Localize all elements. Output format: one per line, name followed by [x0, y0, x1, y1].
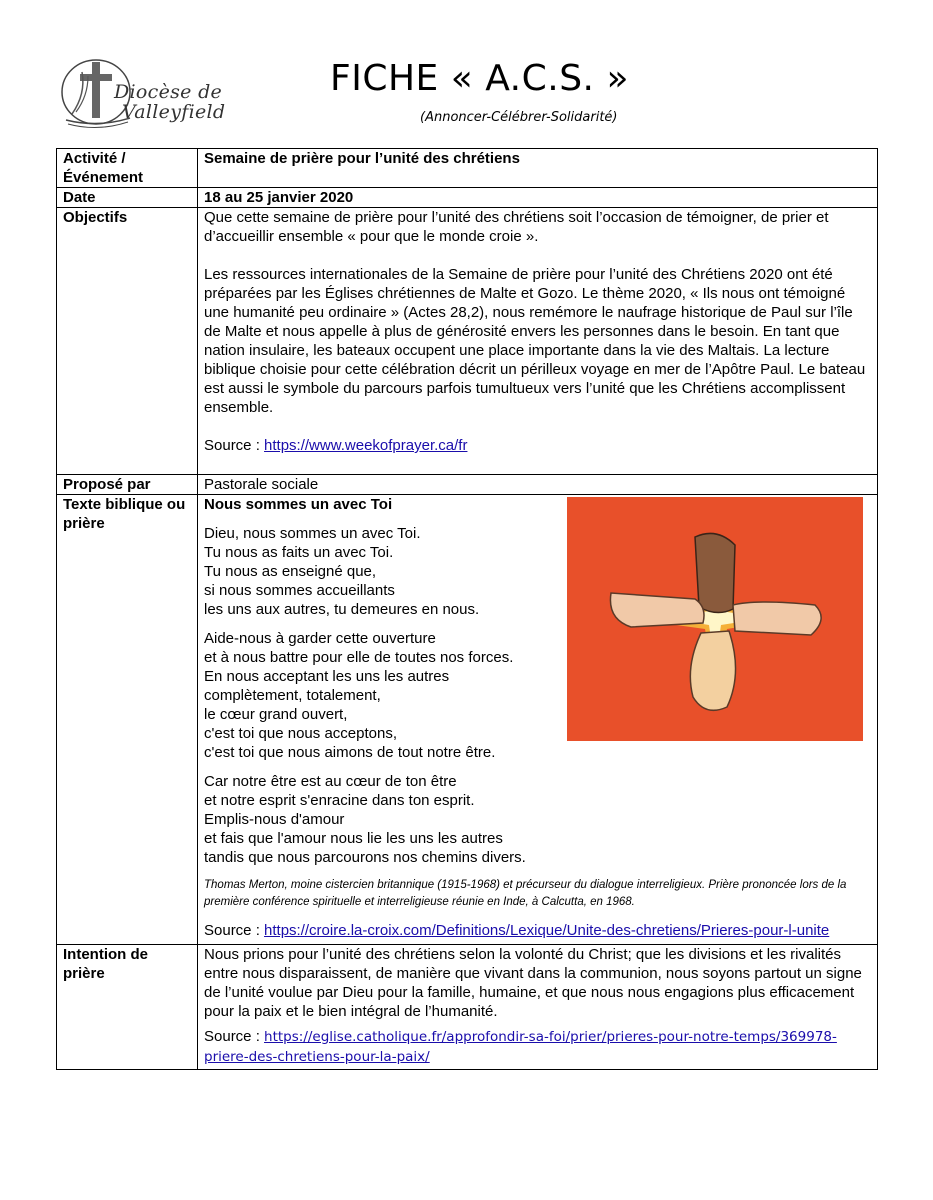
- prayer-heading: Nous sommes un avec Toi: [204, 496, 393, 513]
- prayer-line: Dieu, nous sommes un avec Toi.: [204, 525, 421, 542]
- row-intention: [57, 945, 878, 1070]
- logo-text: [114, 82, 225, 122]
- page-title: FICHE « A.C.S. »: [330, 58, 629, 99]
- objectives-paragraph-2: Les ressources internationales de la Semaine de prière pour l’unité des Chrétiens 2020 ont été préparées par les Églises chrétiennes de Malte et Gozo. Le thème 2020, « Ils nous ont témoigné une humanité peu ordinaire » (Actes 28,2), nous remémore le naufrage historique de Paul sur l’île de Malte et nous appelle à plus de générosité envers les personnes dans le besoin. En tant que nation insulaire, les bateaux occupent une place importante dans la vie des Maltais. La lecture biblique choisie pour cette célébration décrit un périlleux voyage en mer de l’Apôtre Paul. Le bateau est aussi le symbole du parcours parfois tumultueux vers l’unité que les Chrétiens accomplissent ensemble.: [204, 266, 866, 416]
- prayer-line: Tu nous as faits un avec Toi.: [204, 544, 394, 561]
- label-date: Date: [57, 188, 198, 208]
- value-proposer: Pastorale sociale: [198, 475, 878, 495]
- prayer-line: Aide-nous à garder cette ouverture: [204, 630, 436, 647]
- prayer-line: complètement, totalement,: [204, 687, 381, 704]
- page-subtitle: (Annoncer-Célébrer-Solidarité): [420, 110, 618, 125]
- label-activity: Activité / Événement: [57, 149, 198, 188]
- objectives-source-link[interactable]: https://www.weekofprayer.ca/fr: [264, 437, 468, 454]
- row-date: [57, 188, 878, 208]
- prayer-line: En nous acceptant les uns les autres: [204, 668, 450, 685]
- diocese-logo: [58, 54, 228, 134]
- prayer-line: si nous sommes accueillants: [204, 582, 395, 599]
- intention-source-link[interactable]: https://eglise.catholique.fr/approfondir-sa-foi/prier/prieres-pour-notre-temps/369978-priere-des-chretiens-pour-la-paix/: [204, 1029, 837, 1065]
- value-date: 18 au 25 janvier 2020: [198, 188, 878, 208]
- prayer-line: c'est toi que nous aimons de tout notre être.: [204, 744, 496, 761]
- value-intention: [198, 945, 878, 1070]
- prayer-line: tandis que nous parcourons nos chemins divers.: [204, 849, 526, 866]
- intention-source: [204, 1027, 871, 1067]
- label-proposer: Proposé par: [57, 475, 198, 495]
- prayer-source-link[interactable]: https://croire.la-croix.com/Definitions/Lexique/Unite-des-chretiens/Prieres-pour-l-unite: [264, 922, 830, 939]
- logo-line-2: Valleyfield: [122, 101, 226, 123]
- four-hands-cross-illustration: [567, 497, 863, 741]
- row-objectives: [57, 208, 878, 475]
- prayer-line: et notre esprit s'enracine dans ton esprit.: [204, 792, 475, 809]
- row-activity: [57, 149, 878, 188]
- prayer-line: et fais que l'amour nous lie les uns les autres: [204, 830, 503, 847]
- label-objectives: Objectifs: [57, 208, 198, 475]
- prayer-stanza-3: [204, 772, 871, 867]
- objectives-paragraph-1: Que cette semaine de prière pour l’unité des chrétiens soit l’occasion de témoigner, de prier et d’accueillir ensemble « pour que le monde croie ».: [204, 209, 829, 245]
- prayer-line: c'est toi que nous acceptons,: [204, 725, 397, 742]
- prayer-citation: Thomas Merton, moine cistercien britannique (1915-1968) et précurseur du dialogue interreligieux. Prière prononcée lors de la première conférence spirituelle et interreligieuse réunie en Inde, à Calcutta, en 1968.: [204, 879, 847, 908]
- row-proposer: [57, 475, 878, 495]
- prayer-source-label: Source :: [204, 922, 265, 939]
- prayer-line: Emplis-nous d'amour: [204, 811, 345, 828]
- intention-source-label: Source :: [204, 1028, 265, 1045]
- value-activity: Semaine de prière pour l’unité des chrétiens: [198, 149, 878, 188]
- intention-text: Nous prions pour l’unité des chrétiens selon la volonté du Christ; que les divisions et les rivalités entre nous disparaissent, de manière que vivant dans la communion, nous soyons partout un signe de l’unité voulue par Dieu pour la famille, humaine, et que nous nous engagions plus efficacement pour la paix et le bien intégral de l’humanité.: [204, 946, 862, 1020]
- logo-line-1: Diocèse de: [114, 81, 223, 103]
- objectives-source: [204, 436, 871, 455]
- label-intention: Intention de prière: [57, 945, 198, 1070]
- prayer-line: et à nous battre pour elle de toutes nos forces.: [204, 649, 514, 666]
- label-prayer: Texte biblique ou prière: [57, 495, 198, 945]
- prayer-line: les uns aux autres, tu demeures en nous.: [204, 601, 480, 618]
- prayer-line: le cœur grand ouvert,: [204, 706, 348, 723]
- value-objectives: [198, 208, 878, 475]
- prayer-line: Car notre être est au cœur de ton être: [204, 773, 457, 790]
- value-prayer: [198, 495, 878, 945]
- prayer-source: [204, 921, 871, 940]
- activity-sheet-table: [56, 148, 878, 1070]
- row-prayer: [57, 495, 878, 945]
- prayer-line: Tu nous as enseigné que,: [204, 563, 377, 580]
- objectives-source-label: Source :: [204, 437, 265, 454]
